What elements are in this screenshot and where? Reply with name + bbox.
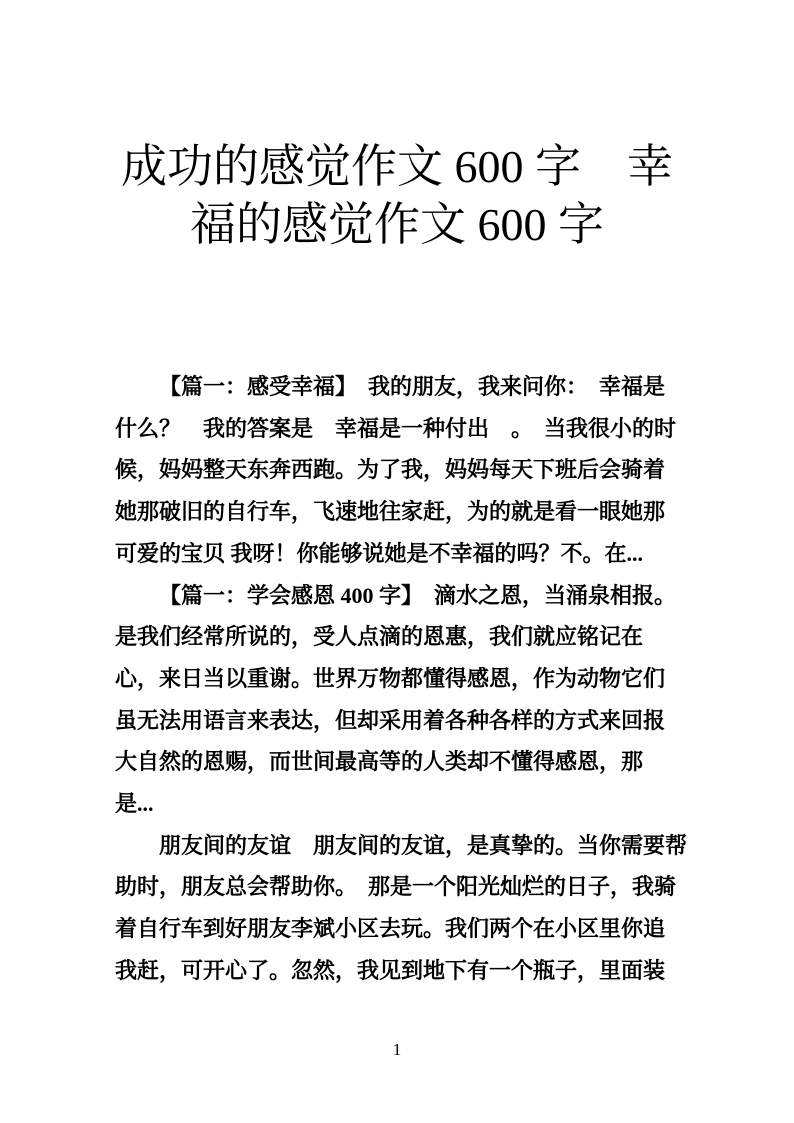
document-title — [40, 138, 754, 254]
text-line: 是我们经常所说的，受人点滴的恩惠，我们就应铭记在 — [115, 624, 644, 650]
text-line: 大自然的恩赐，而世间最高等的人类却不懂得感恩，那 — [115, 749, 644, 775]
text-line: 是... — [115, 791, 154, 817]
paragraph — [115, 825, 687, 992]
text-line: 虽无法用语言来表达，但却采用着各种各样的方式来回报 — [115, 707, 666, 733]
text-line: 着自行车到好朋友李斌小区去玩。我们两个在小区里你追 — [115, 916, 666, 942]
text-line: 【篇一：学会感恩 400 字】 滴水之恩，当涌泉相报。 — [159, 582, 677, 608]
title-line: 福的感觉作文 600 字 — [190, 199, 604, 250]
text-line: 什么？ 我的答案是 幸福是一种付出 。 当我很小的时 — [115, 415, 677, 441]
text-line: 【篇一：感受幸福】 我的朋友，我来问你： 幸福是 — [159, 374, 666, 399]
title-line: 成功的感觉作文 600 字 幸 — [121, 141, 673, 192]
paragraph — [115, 366, 687, 575]
text-line: 助时，朋友总会帮助你。 那是一个阳光灿烂的日子，我骑 — [115, 874, 677, 900]
text-line: 可爱的宝贝 我呀！你能够说她是不幸福的吗？不。在... — [115, 540, 644, 566]
text-line: 朋友间的友谊 朋友间的友谊，是真挚的。当你需要帮 — [159, 832, 688, 858]
text-line: 我赶，可开心了。忽然，我见到地下有一个瓶子，里面装 — [115, 957, 666, 983]
text-line: 候，妈妈整天东奔西跑。为了我，妈妈每天下班后会骑着 — [115, 457, 666, 483]
page-number: 1 — [392, 1040, 402, 1059]
page-footer — [0, 1040, 794, 1060]
text-line: 心，来日当以重谢。世界万物都懂得感恩，作为动物它们 — [115, 665, 666, 691]
paragraph — [115, 575, 687, 825]
document-body — [115, 366, 687, 992]
text-line: 她那破旧的自行车，飞速地往家赶，为的就是看一眼她那 — [115, 499, 666, 525]
